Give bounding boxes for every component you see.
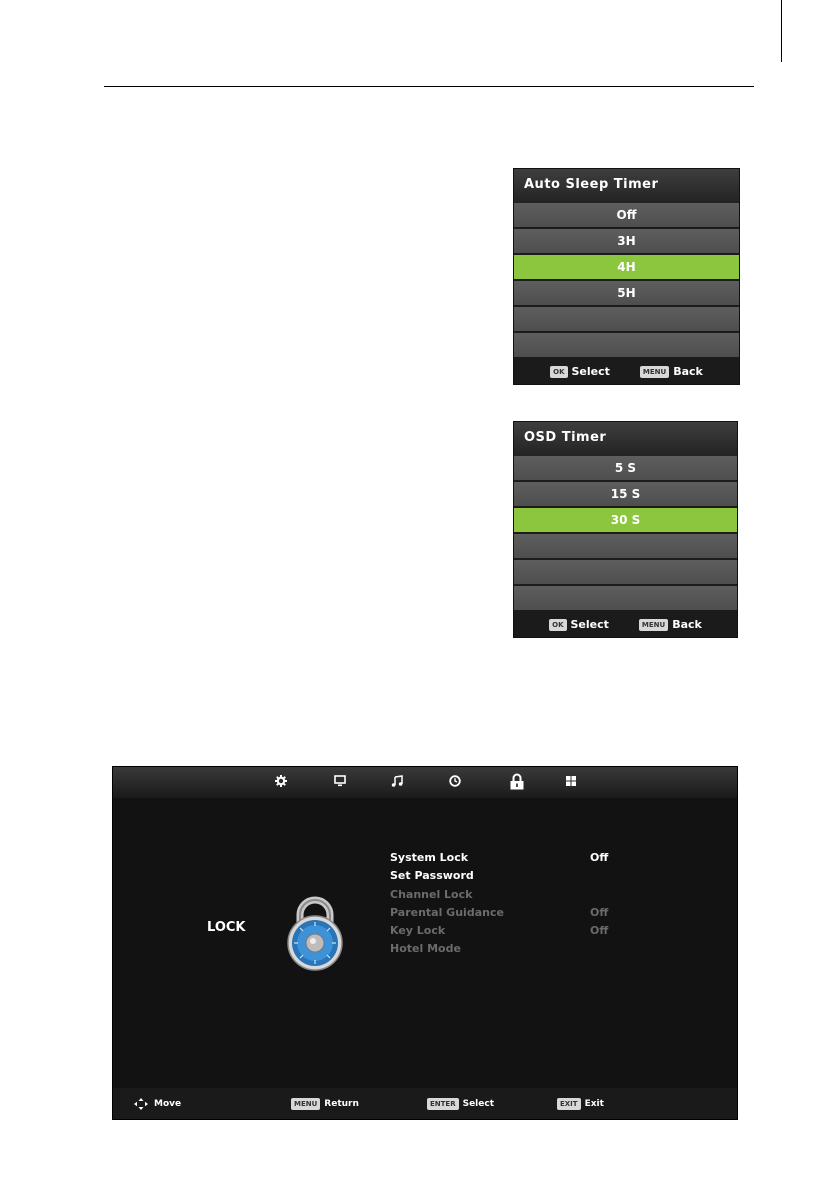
menu-tab-bar bbox=[113, 767, 737, 798]
empty-option bbox=[514, 586, 737, 610]
menu-key-icon: MENU bbox=[291, 1098, 320, 1110]
parental-guidance-item bbox=[390, 904, 640, 922]
section-label: LOCK bbox=[207, 920, 246, 935]
select-label: Select bbox=[571, 364, 610, 378]
option-off[interactable]: Off bbox=[514, 203, 739, 227]
ok-key-icon: OK bbox=[549, 619, 566, 631]
padlock-dial-icon bbox=[276, 895, 354, 976]
item-label: Parental Guidance bbox=[390, 905, 504, 919]
music-note-icon[interactable] bbox=[391, 775, 403, 790]
clock-icon[interactable] bbox=[449, 775, 461, 790]
hotel-mode-item bbox=[390, 940, 640, 958]
item-label: Channel Lock bbox=[390, 887, 473, 901]
menu-footer bbox=[514, 358, 739, 384]
crop-mark bbox=[781, 0, 782, 62]
header-rule bbox=[104, 86, 754, 87]
option-5h[interactable]: 5H bbox=[514, 281, 739, 305]
back-label: Back bbox=[672, 617, 702, 631]
channel-lock-item bbox=[390, 886, 640, 904]
exit-hint[interactable] bbox=[557, 1098, 604, 1110]
item-value: Off bbox=[590, 905, 609, 919]
set-password-item[interactable] bbox=[390, 867, 640, 885]
grid-icon[interactable] bbox=[565, 775, 577, 790]
system-lock-item[interactable] bbox=[390, 849, 640, 867]
option-5s[interactable]: 5 S bbox=[514, 456, 737, 480]
lock-menu-footer bbox=[113, 1088, 737, 1119]
empty-option bbox=[514, 560, 737, 584]
option-15s[interactable]: 15 S bbox=[514, 482, 737, 506]
enter-key-icon: ENTER bbox=[427, 1098, 459, 1110]
option-3h[interactable]: 3H bbox=[514, 229, 739, 253]
menu-footer bbox=[514, 611, 737, 637]
select-hint[interactable] bbox=[550, 365, 610, 378]
item-label: Hotel Mode bbox=[390, 942, 461, 956]
select-hint[interactable] bbox=[549, 618, 609, 631]
empty-option bbox=[514, 333, 739, 357]
lock-options-list bbox=[390, 849, 640, 959]
option-30s[interactable]: 30 S bbox=[514, 508, 737, 532]
item-value: Off bbox=[590, 924, 609, 938]
exit-key-icon: EXIT bbox=[557, 1098, 581, 1110]
move-label: Move bbox=[154, 1099, 182, 1109]
back-hint[interactable] bbox=[639, 618, 702, 631]
ok-key-icon: OK bbox=[550, 366, 567, 378]
auto-sleep-timer-menu bbox=[513, 168, 740, 385]
item-value: Off bbox=[590, 851, 609, 864]
move-arrows-icon bbox=[134, 1098, 148, 1110]
gear-icon[interactable] bbox=[275, 775, 287, 790]
empty-option bbox=[514, 534, 737, 558]
return-hint[interactable] bbox=[291, 1098, 359, 1110]
select-label: Select bbox=[570, 617, 609, 631]
select-label: Select bbox=[462, 1099, 495, 1109]
item-label: System Lock bbox=[390, 851, 469, 864]
menu-key-icon: MENU bbox=[639, 619, 668, 631]
back-hint[interactable] bbox=[640, 365, 703, 378]
monitor-icon[interactable] bbox=[334, 775, 346, 790]
move-hint[interactable] bbox=[134, 1098, 181, 1110]
item-label: Set Password bbox=[390, 869, 474, 883]
lock-menu bbox=[112, 766, 738, 1120]
option-4h[interactable]: 4H bbox=[514, 255, 739, 279]
key-lock-item bbox=[390, 922, 640, 940]
menu-title: OSD Timer bbox=[514, 422, 737, 456]
select-hint[interactable] bbox=[427, 1098, 494, 1110]
back-label: Back bbox=[673, 364, 703, 378]
item-label: Key Lock bbox=[390, 924, 446, 938]
menu-title: Auto Sleep Timer bbox=[514, 169, 739, 203]
lock-icon[interactable] bbox=[509, 773, 525, 793]
exit-label: Exit bbox=[584, 1099, 604, 1109]
osd-timer-menu bbox=[513, 421, 738, 638]
empty-option bbox=[514, 307, 739, 331]
return-label: Return bbox=[324, 1099, 359, 1109]
menu-key-icon: MENU bbox=[640, 366, 669, 378]
